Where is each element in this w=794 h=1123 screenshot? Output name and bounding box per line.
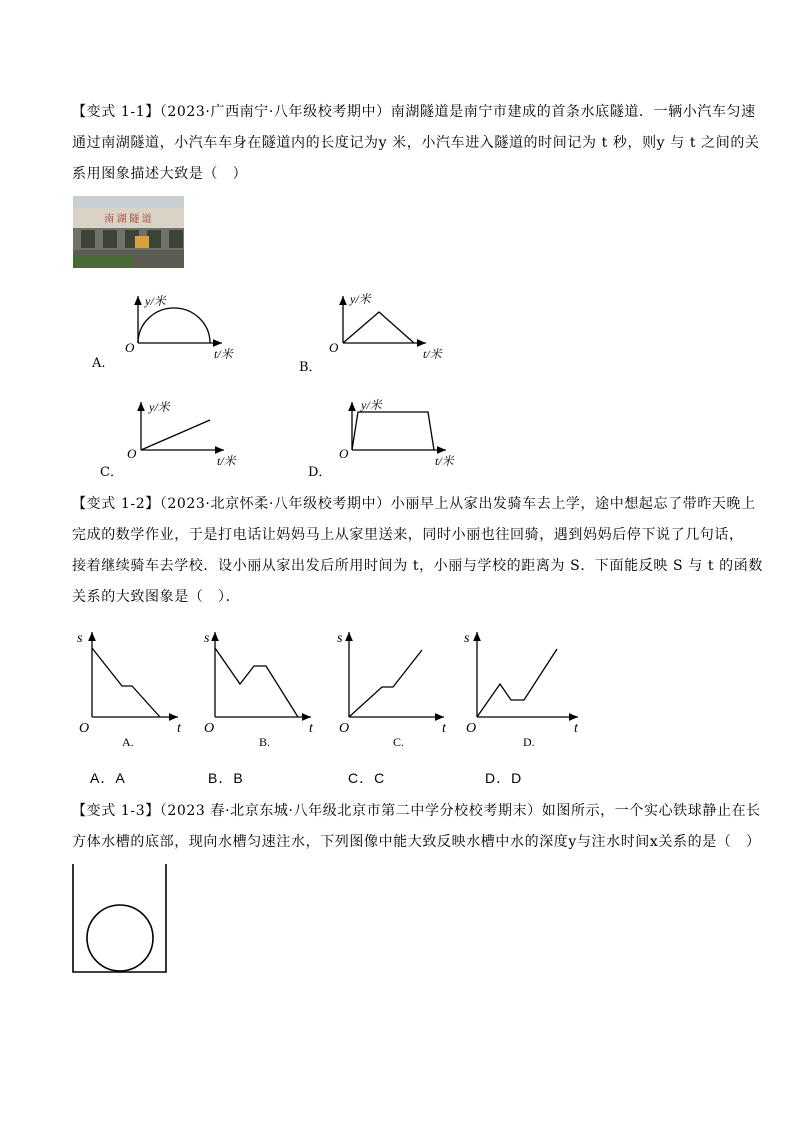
graph-2d-caption: D.: [523, 735, 535, 749]
q1-graphs: [0, 0, 794, 480]
graph-2a-line: [92, 648, 160, 717]
text-line: 通过南湖隧道，小汽车车身在隧道内的长度记为y 米，小汽车进入隧道的时间记为 t 秒，则y 与 t 之间的关: [72, 135, 760, 151]
graph-c-line: [141, 420, 210, 450]
water-tank-diagram: [66, 860, 176, 980]
option-d-label: D．: [308, 465, 332, 480]
text-line: 【变式 1-2】（2023·北京怀柔·八年级校考期中）小丽早上从家出发骑车去上学，途中想起忘了带昨天晚上: [72, 496, 756, 512]
answer-option-c: C．C: [348, 770, 386, 786]
graph-2d-origin: O: [466, 721, 477, 736]
graph-2b-s-label: s: [204, 631, 210, 646]
text-line: 【变式 1-3】（2023 春·北京东城·八年级北京市第二中学分校校考期末）如图所示，一个实心铁球静止在长: [72, 803, 761, 819]
graph-d-t-label: t/米: [435, 454, 454, 468]
graph-2c-line: [349, 650, 422, 717]
graph-c-y-label: y/米: [149, 400, 170, 414]
text-line: 关系的大致图象是（ ）．: [72, 589, 241, 605]
question-1-2-text: [72, 489, 763, 613]
graph-2c-t-label: t: [442, 721, 446, 736]
iron-ball: [87, 905, 153, 971]
option-a-label: A.: [92, 356, 106, 371]
graph-a-y-label: y/米: [145, 294, 166, 308]
graph-2b-origin: O: [204, 721, 215, 736]
graph-2b-caption: B.: [259, 735, 271, 749]
answer-option-d: D．D: [485, 770, 523, 786]
graph-2a-t-label: t: [177, 721, 181, 736]
text-line: 完成的数学作业，于是打电话让妈妈马上从家里送来，同时小丽也往回骑，遇到妈妈后停下说了几句话，: [72, 527, 744, 543]
graph-b-t-label: t/米: [423, 347, 442, 361]
graph-2d-line: [477, 649, 557, 717]
graph-b-line: [343, 312, 414, 343]
text-line: 【变式 1-1】（2023·广西南宁·八年级校考期中）南湖隧道是南宁市建成的首条水底隧道．一辆小汽车匀速: [72, 104, 756, 120]
graph-2c-caption: C.: [393, 735, 405, 749]
graph-d-origin: O: [339, 446, 349, 461]
text-line: 系用图象描述大致是（ ）: [72, 166, 248, 182]
graph-a-curve: [138, 308, 210, 343]
q2-graphs: [0, 620, 794, 760]
answer-option-b: B．B: [208, 770, 244, 786]
option-c-label: C．: [100, 465, 123, 480]
text-line: 接着继续骑车去学校．设小丽从家出发后所用时间为 t，小丽与学校的距离为 S．下面能反映 S 与 t 的函数: [72, 558, 763, 574]
graph-2b-line: [215, 648, 298, 717]
graph-2a-caption: A.: [122, 735, 134, 749]
photo-sign-text: 南 湖 隧 道: [104, 214, 152, 225]
graph-a-origin: O: [125, 340, 135, 355]
answer-option-a: A．A: [90, 770, 126, 786]
graph-c-t-label: t/米: [217, 454, 236, 468]
graph-2d-s-label: s: [464, 631, 470, 646]
question-1-3-text: [72, 796, 761, 858]
graph-b-origin: O: [329, 340, 339, 355]
graph-c-origin: O: [127, 446, 137, 461]
graph-2a-origin: O: [79, 721, 90, 736]
graph-b-y-label: y/米: [350, 292, 371, 306]
graph-2c-s-label: s: [337, 631, 343, 646]
graph-a-t-label: t/米: [214, 347, 233, 361]
tank-outline: [73, 864, 166, 972]
graph-d-y-label: y/米: [361, 398, 382, 412]
graph-2c-origin: O: [339, 721, 350, 736]
graph-2a-s-label: s: [77, 631, 83, 646]
option-b-label: B．: [299, 360, 322, 375]
graph-d-line: [352, 412, 434, 450]
graph-2d-t-label: t: [574, 721, 578, 736]
graph-2b-t-label: t: [309, 721, 313, 736]
text-line: 方体水槽的底部，现向水槽匀速注水，下列图像中能大致反映水槽中水的深度y与注水时间x关系的是（ ）: [72, 834, 761, 850]
